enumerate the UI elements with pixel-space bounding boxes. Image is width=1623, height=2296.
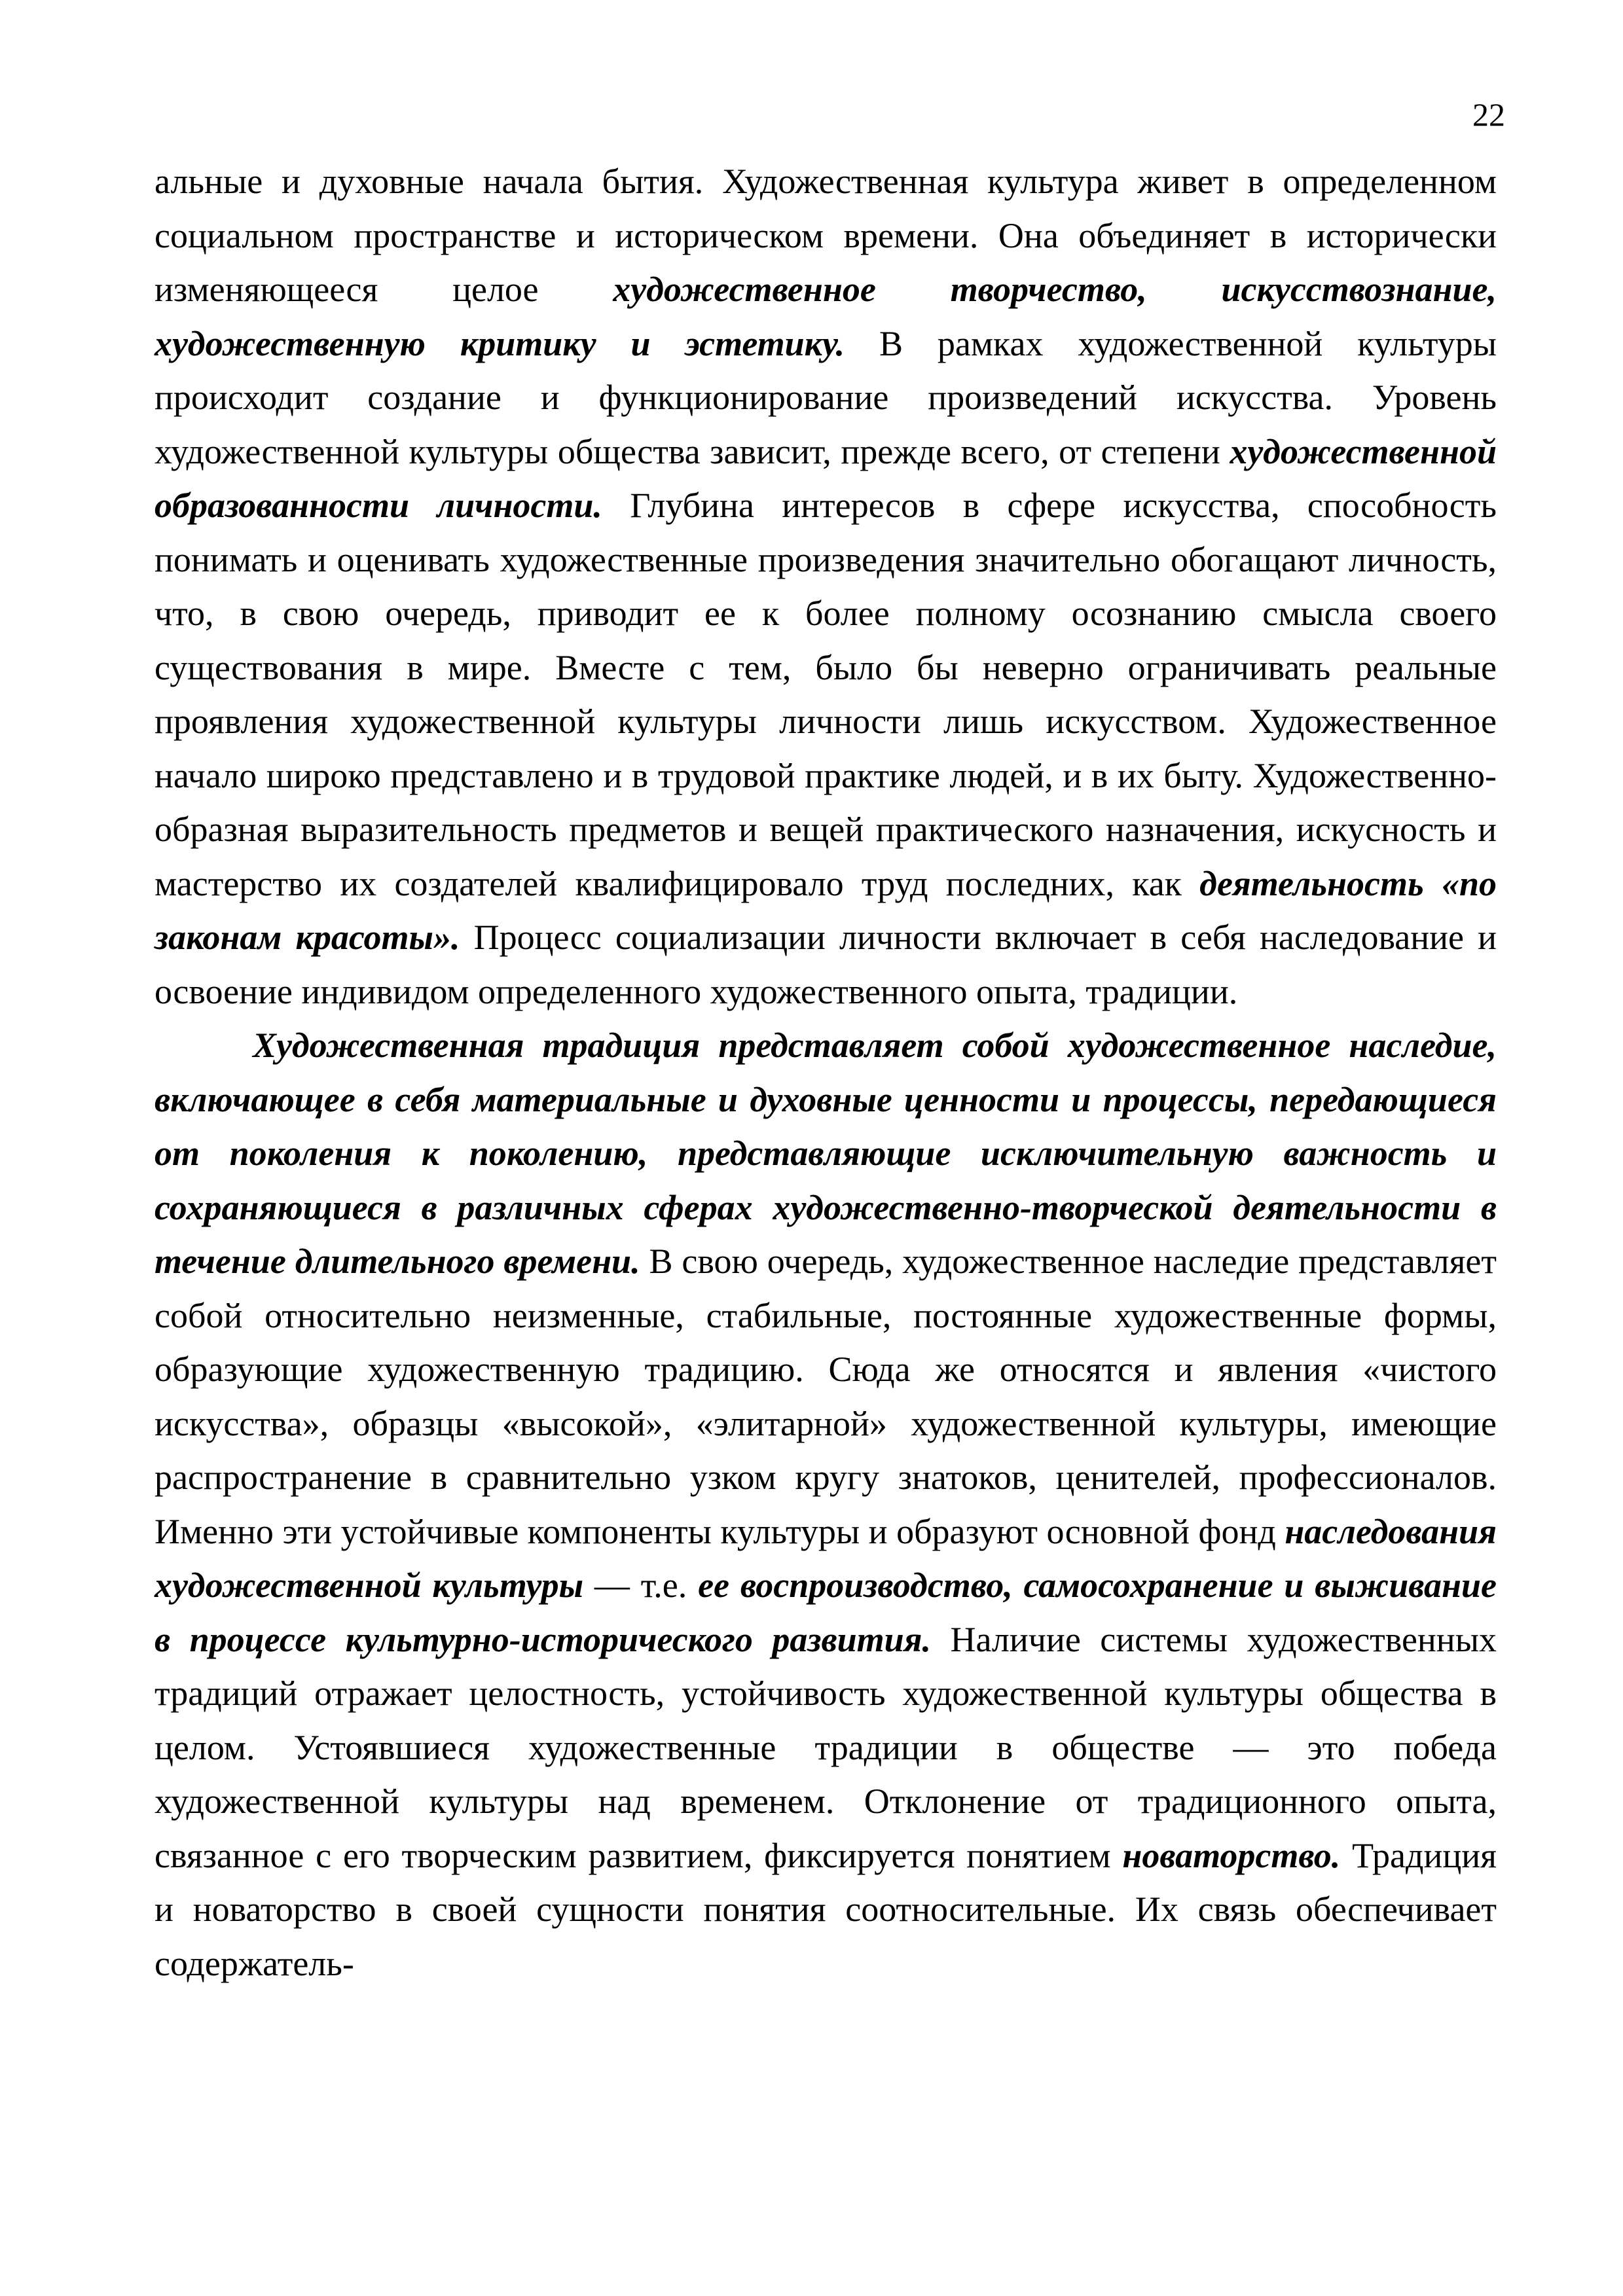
paragraph-2-emphasis-1: Художественная традиция представляет собой художественное наследие, включающее в себя материальные и духовные ценности и процессы, передающиеся от поколения к поколению, представляющие исключительную важность и сохраняющиеся в различных сферах художественно-творческой деятельности в течение длительного времени.: [155, 1026, 1497, 1281]
paragraph-2-text-3: Наличие системы художественных традиций отражает целостность, устойчивость художественной культуры общества в целом. Устоявшиеся художественные традиции в обществе — это победа художественной культуры над временем. Отклонение от традиционного опыта, связанное с его творческим развитием, фиксируется понятием: [155, 1619, 1497, 1875]
paragraph-2-text-4: Традиция и новаторство в своей сущности понятия соотносительные. Их связь обеспечивает содержатель-: [155, 1835, 1497, 1983]
paragraph-1-emphasis-1: художественное творчество, искусствознание, художественную критику и эстетику.: [155, 270, 1497, 363]
body-text: [155, 154, 1497, 1990]
paragraph-1: [155, 154, 1497, 1018]
paragraph-1-text-2: В рамках художественной культуры происходит создание и функционирование произведений искусства. Уровень художественной культуры общества зависит, прежде всего, от степени: [155, 323, 1497, 471]
paragraph-2-emphasis-3: ее воспроизводство, самосохранение и выживание в процессе культурно-исторического развития.: [155, 1566, 1497, 1659]
paragraph-1-text-1: альные и духовные начала бытия. Художественная культура живет в определенном социальном пространстве и историческом времени. Она объединяет в исторически изменяющееся целое: [155, 162, 1497, 309]
paragraph-2-text-1: В свою очередь, художественное наследие представляет собой относительно неизменные, стабильные, постоянные художественные формы, образующие художественную традицию. Сюда же относятся и явления «чистого искусства», образцы «высокой», «элитарной» художественной культуры, имеющие распространение в сравнительно узком кругу знатоков, ценителей, профессионалов. Именно эти устойчивые компоненты культуры и образуют основной фонд: [155, 1242, 1497, 1551]
paragraph-1-emphasis-2: художественной образованности личности.: [155, 431, 1497, 525]
paragraph-2-emphasis-4: новаторство.: [1122, 1835, 1341, 1875]
paragraph-2-text-2: — т.е.: [583, 1566, 699, 1605]
paragraph-2: [155, 1018, 1497, 1990]
paragraph-1-emphasis-3: деятельность «по законам красоты».: [155, 863, 1497, 957]
paragraph-2-emphasis-2: наследования художественной культуры: [155, 1511, 1497, 1605]
paragraph-1-text-3: Глубина интересов в сфере искусства, способность понимать и оценивать художественные произведения значительно обогащают личность, что, в свою очередь, приводит ее к более полному осознанию смысла своего существования в мире. Вместе с тем, было бы неверно ограничивать реальные проявления художественной культуры личности лишь искусством. Художественное начало широко представлено и в трудовой практике людей, и в их быту. Художественно-образная выразительность предметов и вещей практического назначения, искусность и мастерство их создателей квалифицировало труд последних, как: [155, 486, 1497, 903]
paragraph-1-text-4: Процесс социализации личности включает в себя наследование и освоение индивидом определенного художественного опыта, традиции.: [155, 918, 1497, 1011]
page-number: 22: [1472, 96, 1505, 133]
